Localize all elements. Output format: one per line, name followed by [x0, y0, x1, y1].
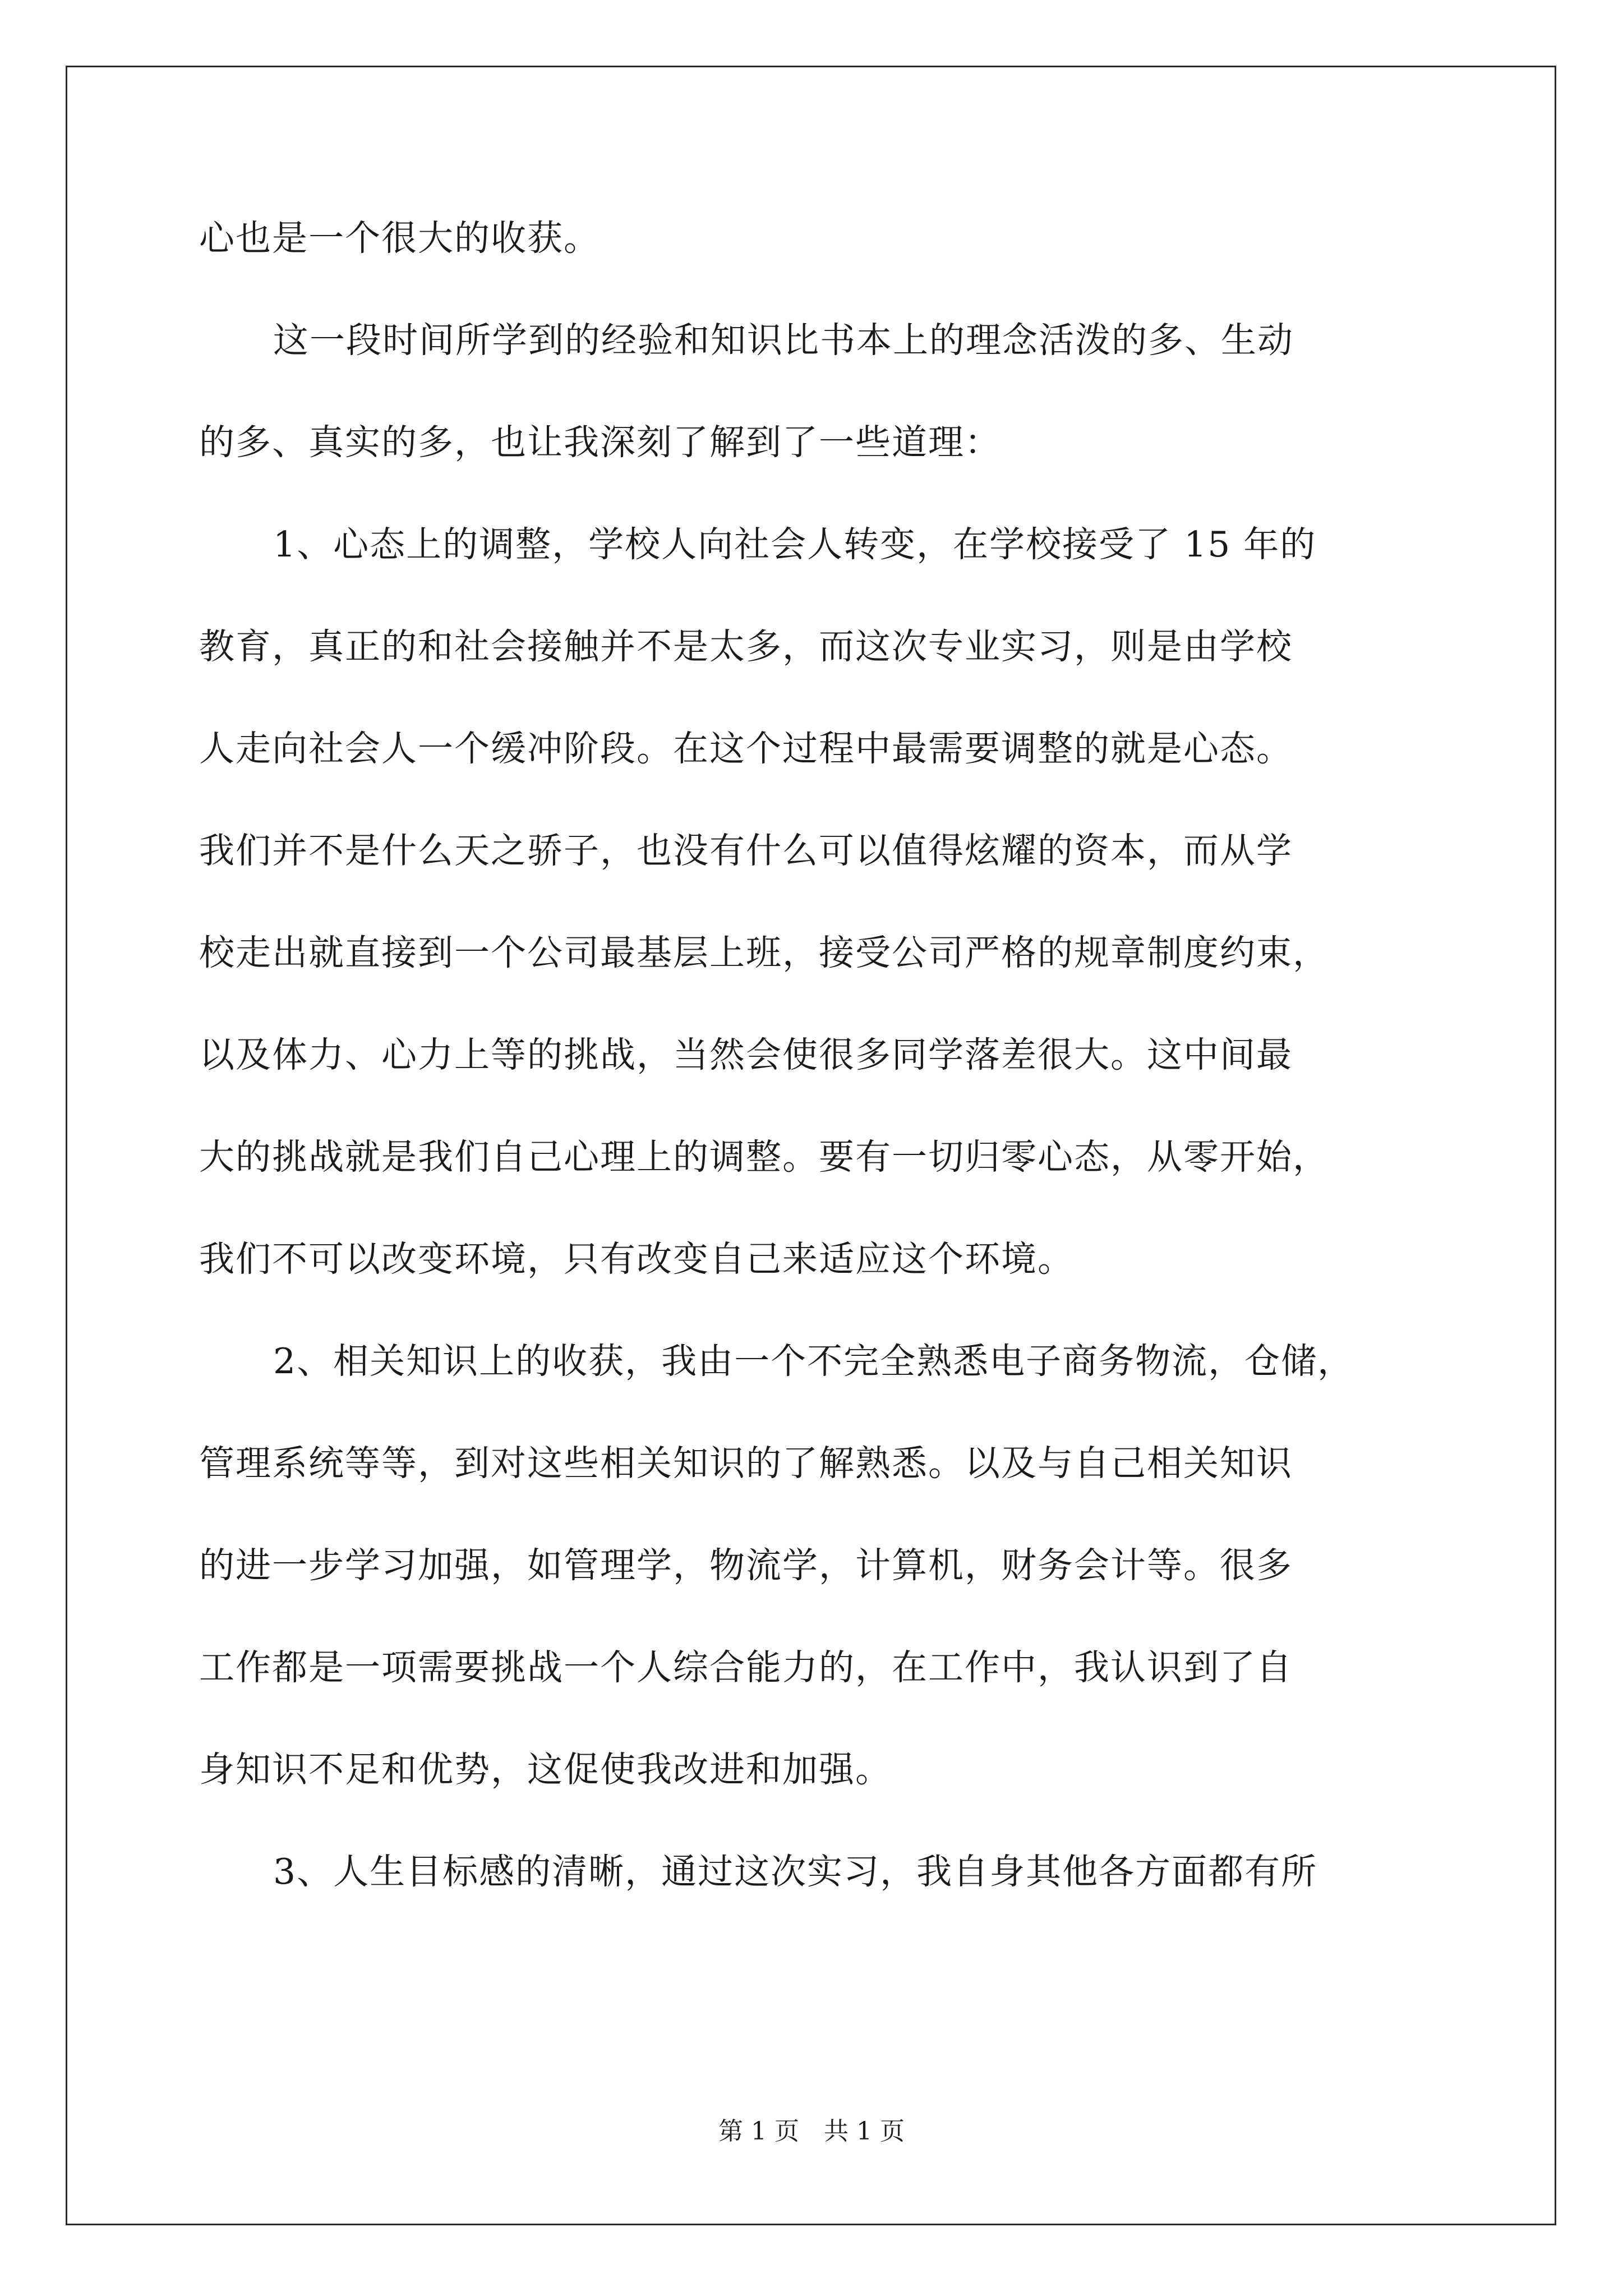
page-number-footer: 第 1 页 共 1 页	[718, 2117, 905, 2146]
paragraph-first-line: 1、心态上的调整，学校人向社会人转变，在学校接受了 15 年的	[273, 524, 1317, 565]
text-line: 工作都是一项需要挑战一个人综合能力的，在工作中，我认识到了自	[199, 1647, 1293, 1688]
text-line: 以及体力、心力上等的挑战，当然会使很多同学落差很大。这中间最	[199, 1034, 1293, 1075]
text-line: 心也是一个很大的收获。	[199, 218, 600, 259]
text-line: 大的挑战就是我们自己心理上的调整。要有一切归零心态，从零开始，	[199, 1137, 1329, 1177]
text-line: 身知识不足和优势，这促使我改进和加强。	[199, 1749, 892, 1790]
paragraph-first-line: 2、相关知识上的收获，我由一个不完全熟悉电子商务物流，仓储，	[273, 1341, 1354, 1382]
text-line: 人走向社会人一个缓冲阶段。在这个过程中最需要调整的就是心态。	[199, 728, 1293, 769]
text-line: 的进一步学习加强，如管理学，物流学，计算机，财务会计等。很多	[199, 1545, 1293, 1586]
text-line: 教育，真正的和社会接触并不是太多，而这次专业实习，则是由学校	[199, 626, 1293, 667]
paragraph-first-line: 这一段时间所学到的经验和知识比书本上的理念活泼的多、生动	[273, 320, 1294, 361]
text-line: 我们不可以改变环境，只有改变自己来适应这个环境。	[199, 1239, 1074, 1280]
document-body	[199, 209, 1433, 1902]
text-line: 我们并不是什么天之骄子，也没有什么可以值得炫耀的资本，而从学	[199, 830, 1293, 871]
text-line: 的多、真实的多，也让我深刻了解到了一些道理：	[199, 422, 1001, 463]
paragraph-first-line: 3、人生目标感的清晰，通过这次实习，我自身其他各方面都有所	[273, 1851, 1318, 1892]
text-line: 校走出就直接到一个公司最基层上班，接受公司严格的规章制度约束，	[199, 932, 1329, 973]
text-line: 管理系统等等，到对这些相关知识的了解熟悉。以及与自己相关知识	[199, 1443, 1293, 1484]
